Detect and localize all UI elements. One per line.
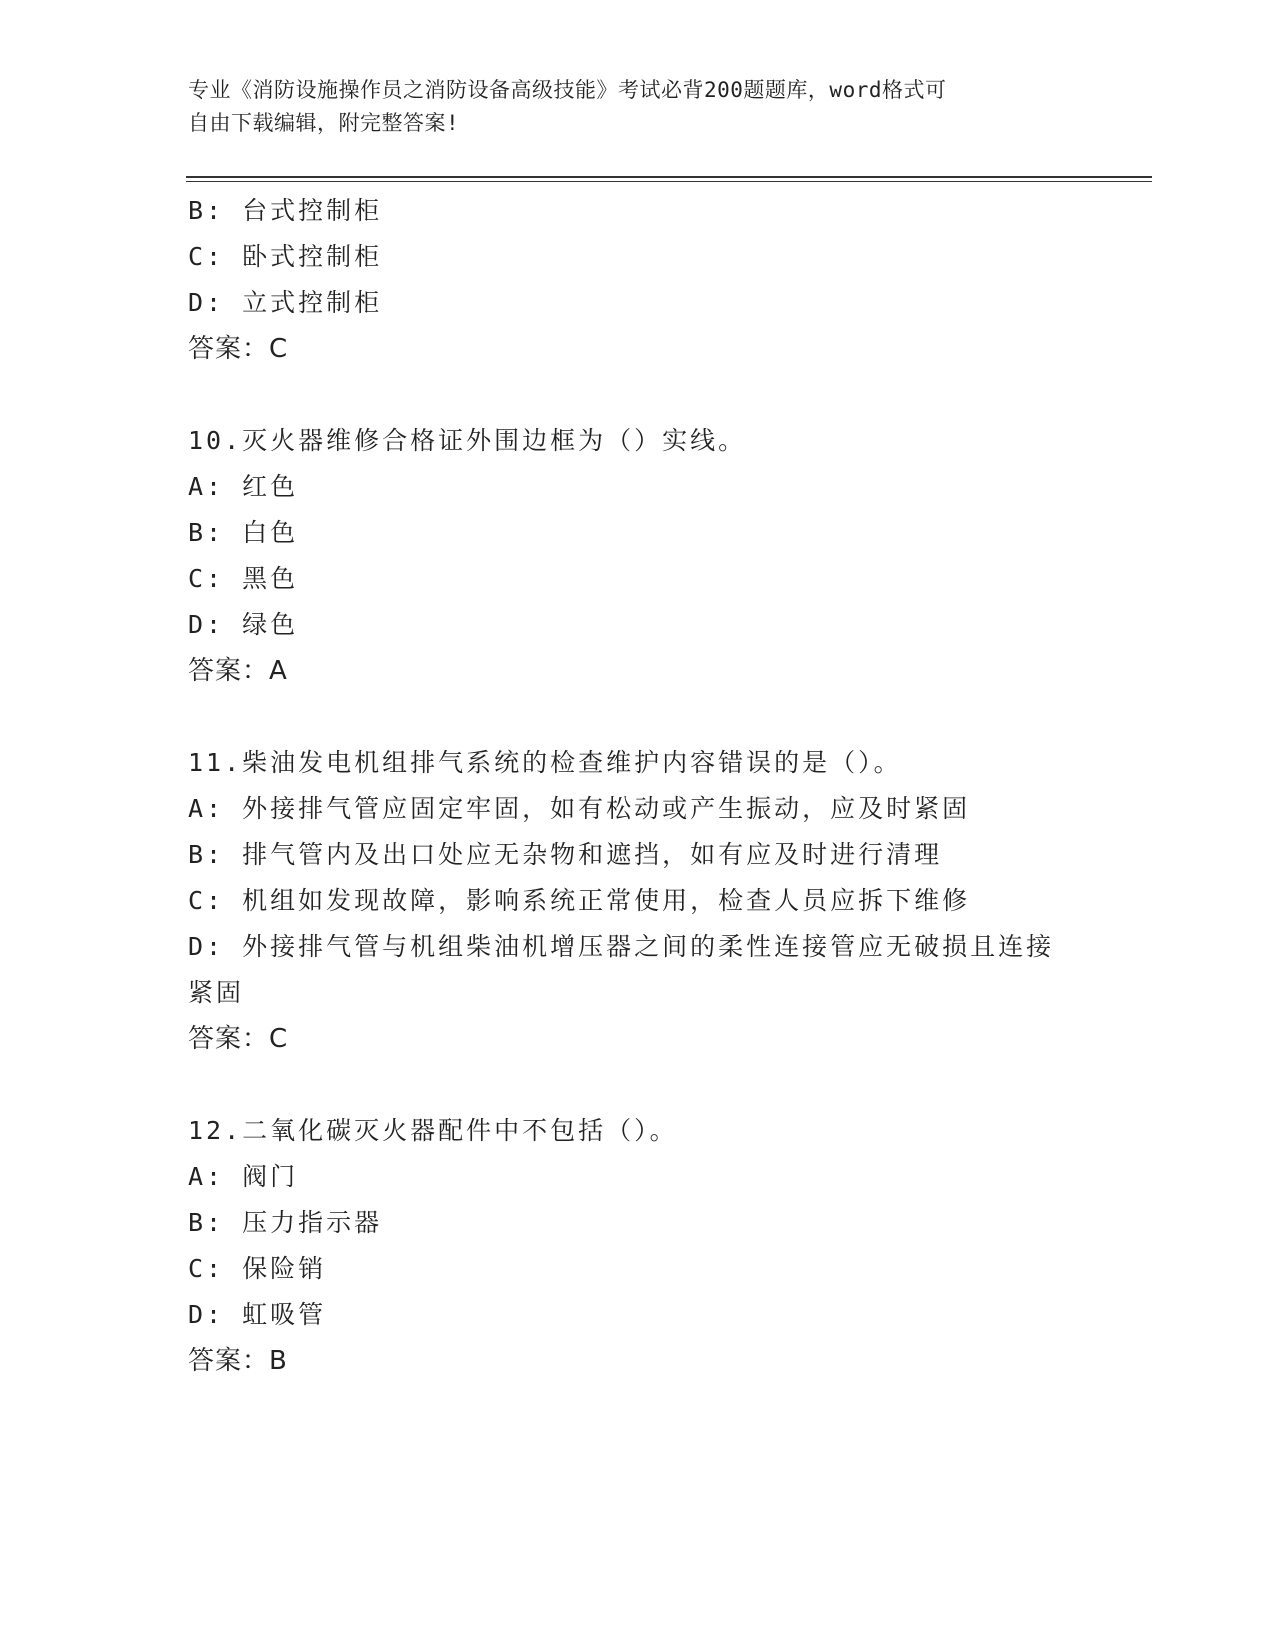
question-block-12	[188, 1108, 1088, 1384]
option-d: D: 立式控制柜	[188, 288, 383, 317]
header-rule-thin	[186, 181, 1152, 182]
question-text: 10.灭火器维修合格证外围边框为（）实线。	[188, 426, 747, 455]
answer-line: 答案：C	[188, 1024, 289, 1054]
option-c: C: 黑色	[188, 564, 299, 593]
header-line-1: 专业《消防设施操作员之消防设备高级技能》考试必背200题题库，word格式可	[188, 78, 947, 102]
option-a: A: 红色	[188, 472, 299, 501]
option-c: C: 保险销	[188, 1254, 327, 1283]
question-text: 12.二氧化碳灭火器配件中不包括（）。	[188, 1116, 678, 1145]
option-a: A: 阀门	[188, 1162, 299, 1191]
document-header	[188, 74, 1068, 140]
answer-line: 答案：B	[188, 1346, 288, 1376]
option-d: D: 绿色	[188, 610, 299, 639]
option-b: B: 压力指示器	[188, 1208, 383, 1237]
option-c: C: 机组如发现故障，影响系统正常使用，检查人员应拆下维修	[188, 886, 971, 915]
question-block-11	[188, 740, 1088, 1062]
option-b: B: 排气管内及出口处应无杂物和遮挡，如有应及时进行清理	[188, 840, 943, 869]
option-d-continuation: 紧固	[188, 978, 245, 1007]
answer-line: 答案：C	[188, 334, 289, 364]
option-a: A: 外接排气管应固定牢固，如有松动或产生振动，应及时紧固	[188, 794, 971, 823]
option-c: C: 卧式控制柜	[188, 242, 383, 271]
question-block-continued	[188, 188, 1088, 372]
option-b: B: 白色	[188, 518, 299, 547]
option-d: D: 外接排气管与机组柴油机增压器之间的柔性连接管应无破损且连接	[188, 932, 1055, 961]
header-rule-thick	[186, 176, 1152, 178]
question-text: 11.柴油发电机组排气系统的检查维护内容错误的是（）。	[188, 748, 902, 777]
question-list	[188, 188, 1088, 1384]
spacer	[188, 694, 1088, 740]
answer-line: 答案：A	[188, 656, 288, 686]
spacer	[188, 372, 1088, 418]
header-line-2: 自由下载编辑，附完整答案!	[188, 111, 460, 135]
option-b: B: 台式控制柜	[188, 196, 383, 225]
option-d: D: 虹吸管	[188, 1300, 327, 1329]
question-block-10	[188, 418, 1088, 694]
spacer	[188, 1062, 1088, 1108]
